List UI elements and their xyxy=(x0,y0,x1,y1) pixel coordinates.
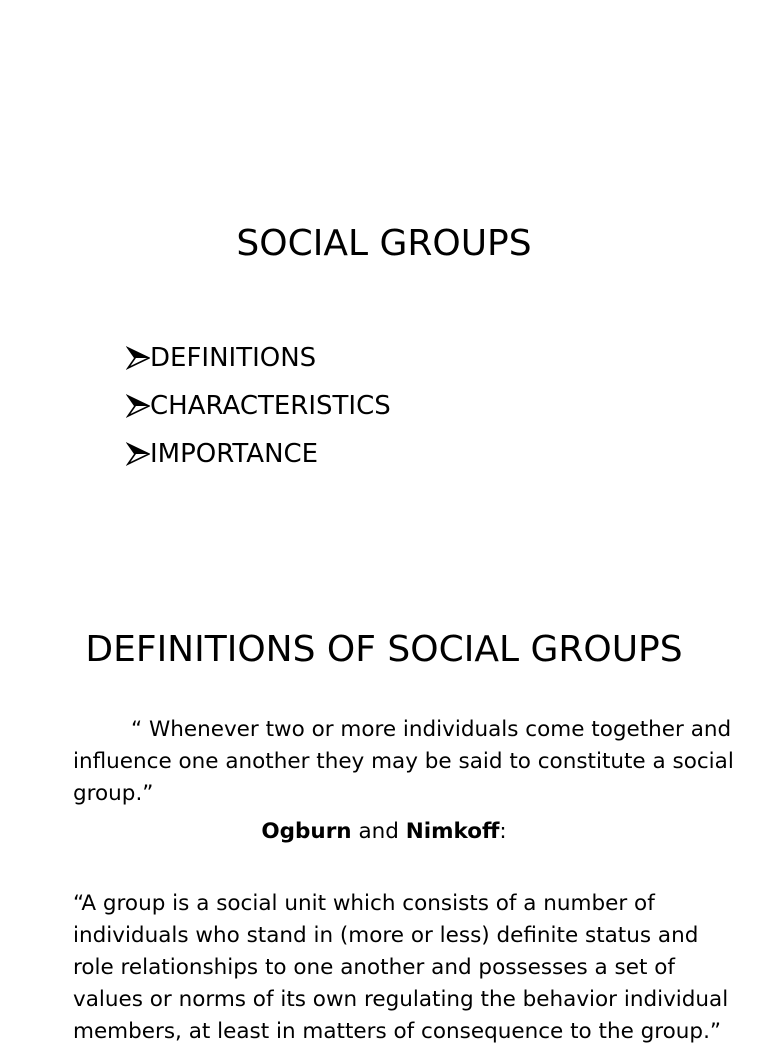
attribution-suffix: : xyxy=(499,819,507,844)
section-title: DEFINITIONS OF SOCIAL GROUPS xyxy=(85,629,683,670)
definition-quote: “ Whenever two or more individuals come together and influence one another they may be said to constitute a social group.” xyxy=(73,717,734,806)
attribution xyxy=(0,816,768,848)
topic-list xyxy=(126,334,391,478)
bullet-label: CHARACTERISTICS xyxy=(150,391,391,421)
list-item xyxy=(126,334,391,382)
quote-line: values or norms of its own regulating the behavior individual xyxy=(73,987,729,1012)
quote-line: individuals who stand in (more or less) definite status and xyxy=(73,923,699,948)
definition-quote xyxy=(73,888,753,1048)
quote-line: “A group is a social unit which consists of a number of xyxy=(73,891,655,916)
bullet-label: DEFINITIONS xyxy=(150,343,317,373)
list-item xyxy=(126,382,391,430)
author-name: Nimkoff xyxy=(405,819,500,844)
arrow-bullet-icon xyxy=(126,441,150,467)
arrow-bullet-icon xyxy=(126,393,150,419)
quote-line: members, at least in matters of consequence to the group.” xyxy=(73,1019,722,1044)
attribution-connector: and xyxy=(351,819,406,844)
arrow-bullet-icon xyxy=(126,345,150,371)
quote-line: role relationships to one another and possesses a set of xyxy=(73,955,675,980)
bullet-label: IMPORTANCE xyxy=(150,439,319,469)
author-name: Ogburn xyxy=(261,819,352,844)
slide-title: SOCIAL GROUPS xyxy=(236,223,532,264)
list-item xyxy=(126,430,391,478)
